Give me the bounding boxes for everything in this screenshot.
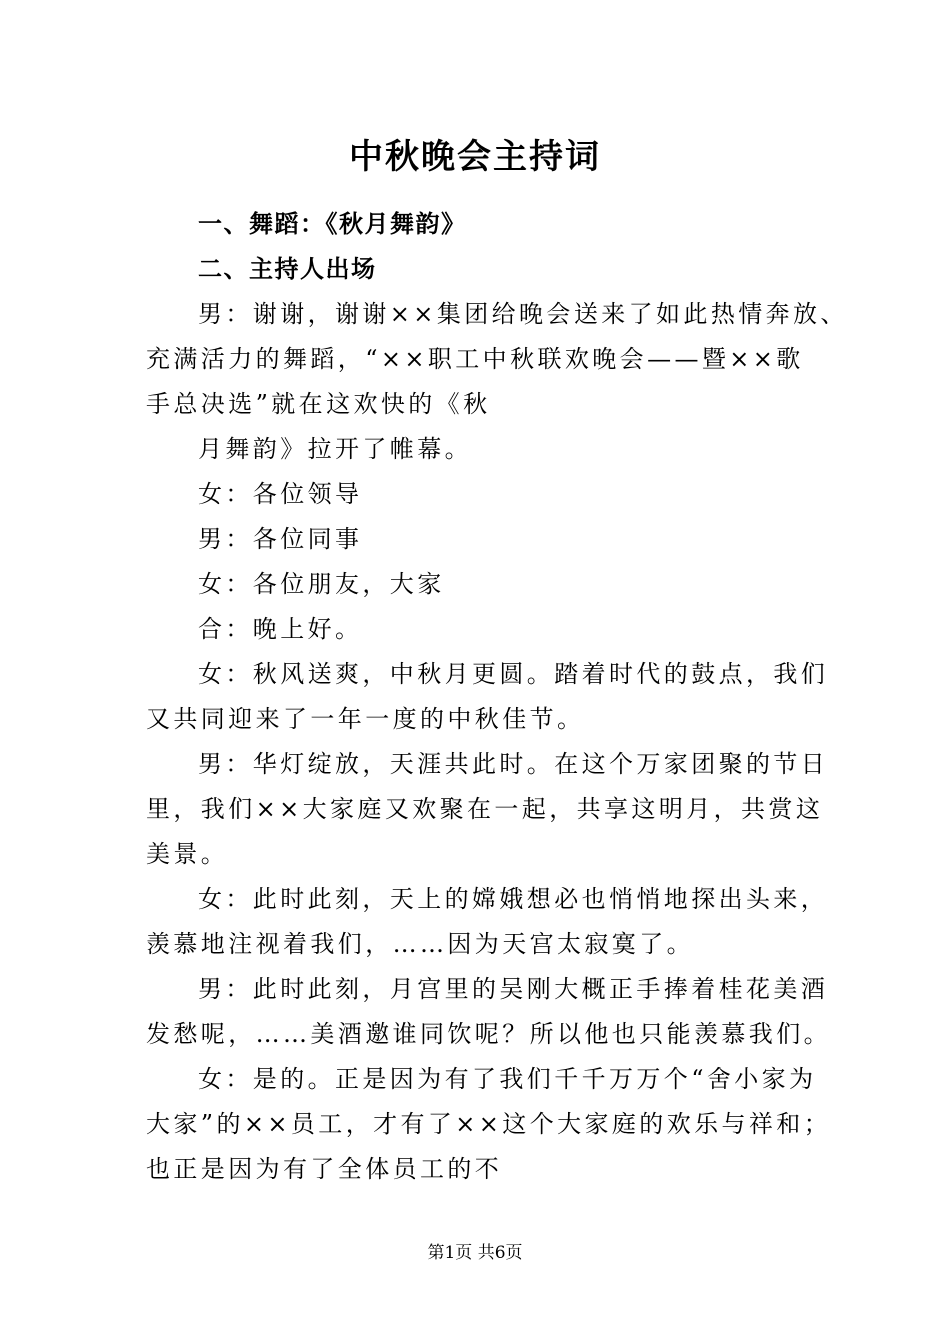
paragraph-line: 女：秋风送爽，中秋月更圆。踏着时代的鼓点，我们 [198,660,829,688]
paragraph-line: 女：各位朋友，大家 [198,570,445,598]
paragraph-line: 女：是的。正是因为有了我们千千万万个“舍小家为 [198,1065,817,1093]
paragraph-line: 发愁呢，……美酒邀谁同饮呢？所以他也只能羡慕我们。 [146,1020,831,1048]
paragraph-line: 女：此时此刻，天上的嫦娥想必也悄悄地探出头来， [198,885,829,913]
paragraph-line: 男：华灯绽放，天涯共此时。在这个万家团聚的节日 [198,750,829,778]
paragraph-line: 又共同迎来了一年一度的中秋佳节。 [146,705,585,733]
section-heading-host-entrance: 二、主持人出场 [198,255,377,283]
document-title: 中秋晚会主持词 [349,137,601,177]
document-body [146,202,848,1192]
paragraph-line: 也正是因为有了全体员工的不 [146,1155,503,1183]
paragraph-line: 手总决选”就在这欢快的《秋 [146,390,491,418]
paragraph-line: 女：各位领导 [198,480,363,508]
paragraph-line: 男：各位同事 [198,525,363,553]
section-heading-dance: 一、舞蹈：《秋月舞韵》 [198,210,467,238]
paragraph-line: 大家”的××员工，才有了××这个大家庭的欢乐与祥和； [146,1110,832,1138]
paragraph-line: 合：晚上好。 [198,615,363,643]
page-number-footer: 第1页 共6页 [427,1243,523,1263]
paragraph-line: 里，我们××大家庭又欢聚在一起，共享这明月，共赏这 [146,795,824,823]
paragraph-line: 羡慕地注视着我们，……因为天宫太寂寞了。 [146,930,694,958]
paragraph-line: 男：此时此刻，月宫里的吴刚大概正手捧着桂花美酒 [198,975,829,1003]
paragraph-line: 充满活力的舞蹈，“××职工中秋联欢晚会——暨××歌 [146,345,804,373]
paragraph-line: 月舞韵》拉开了帷幕。 [198,435,472,463]
paragraph-line: 男：谢谢，谢谢××集团给晚会送来了如此热情奔放、 [198,300,848,328]
paragraph-line: 美景。 [146,840,229,868]
